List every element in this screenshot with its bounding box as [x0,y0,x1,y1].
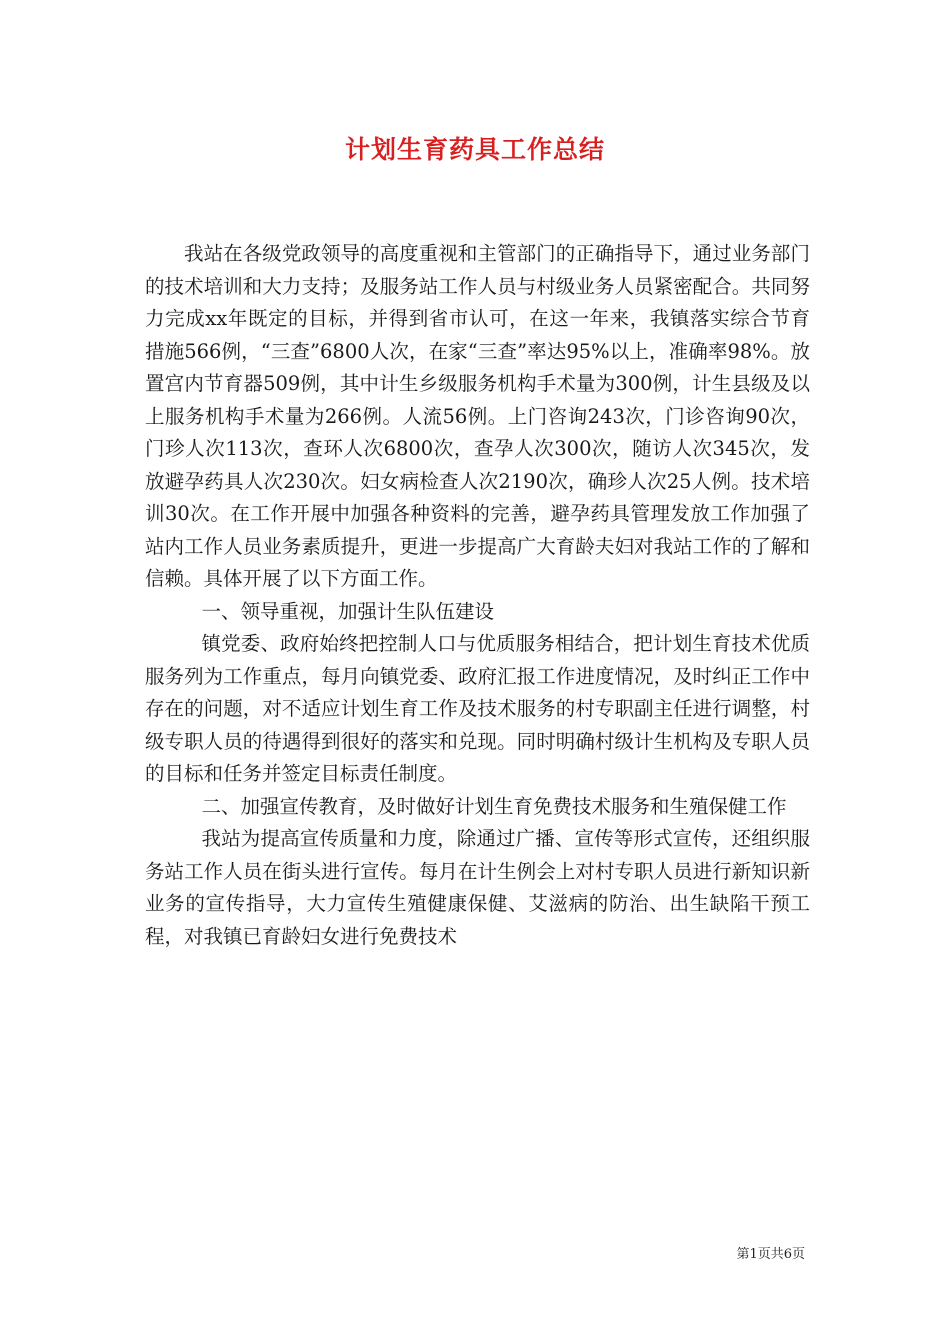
document-title: 计划生育药具工作总结 [344,135,605,164]
intro-paragraph: 我站在各级党政领导的高度重视和主管部门的正确指导下，通过业务部门的技术培训和大力支持；及服务站工作人员与村级业务人员紧密配合。共同努力完成xx年既定的目标，并得到省市认可，在这一年来，我镇落实综合节育措施566例，“三查”6800人次，在家“三查”率达95%以上，准确率98%。放置宫内节育器509例，其中计生乡级服务机构手术量为300例，计生县级及以上服务机构手术量为266例。人流56例。上门咨询243次，门诊咨询90次，门珍人次113次，查环人次6800次，查孕人次300次，随访人次345次，发放避孕药具人次230次。妇女病检查人次2190次，确珍人次25人例。技术培训30次。在工作开展中加强各种资料的完善，避孕药具管理发放工作加强了站内工作人员业务素质提升，更进一步提高广大育龄夫妇对我站工作的了解和信赖。具体开展了以下方面工作。 [145,242,810,590]
section-2-paragraph: 我站为提高宣传质量和力度，除通过广播、宣传等形式宣传，还组织服务站工作人员在街头进行宣传。每月在计生例会上对村专职人员进行新知识新业务的宣传指导，大力宣传生殖健康保健、艾滋病的防治、出生缺陷干预工程，对我镇已育龄妇女进行免费技术 [145,827,810,948]
section-1-paragraph: 镇党委、政府始终把控制人口与优质服务相结合，把计划生育技术优质服务列为工作重点，每月向镇党委、政府汇报工作进度情况，及时纠正工作中存在的问题，对不适应计划生育工作及技术服务的村专职副主任进行调整，村级专职人员的待遇得到很好的落实和兑现。同时明确村级计生机构及专职人员的目标和任务并签定目标责任制度。 [145,632,810,785]
section-heading-1: 一、领导重视，加强计生队伍建设 [201,599,495,623]
document-body [145,238,810,953]
page-number: 第1页共6页 [736,1247,805,1262]
section-heading-2: 二、加强宣传教育，及时做好计划生育免费技术服务和生殖保健工作 [201,794,787,818]
